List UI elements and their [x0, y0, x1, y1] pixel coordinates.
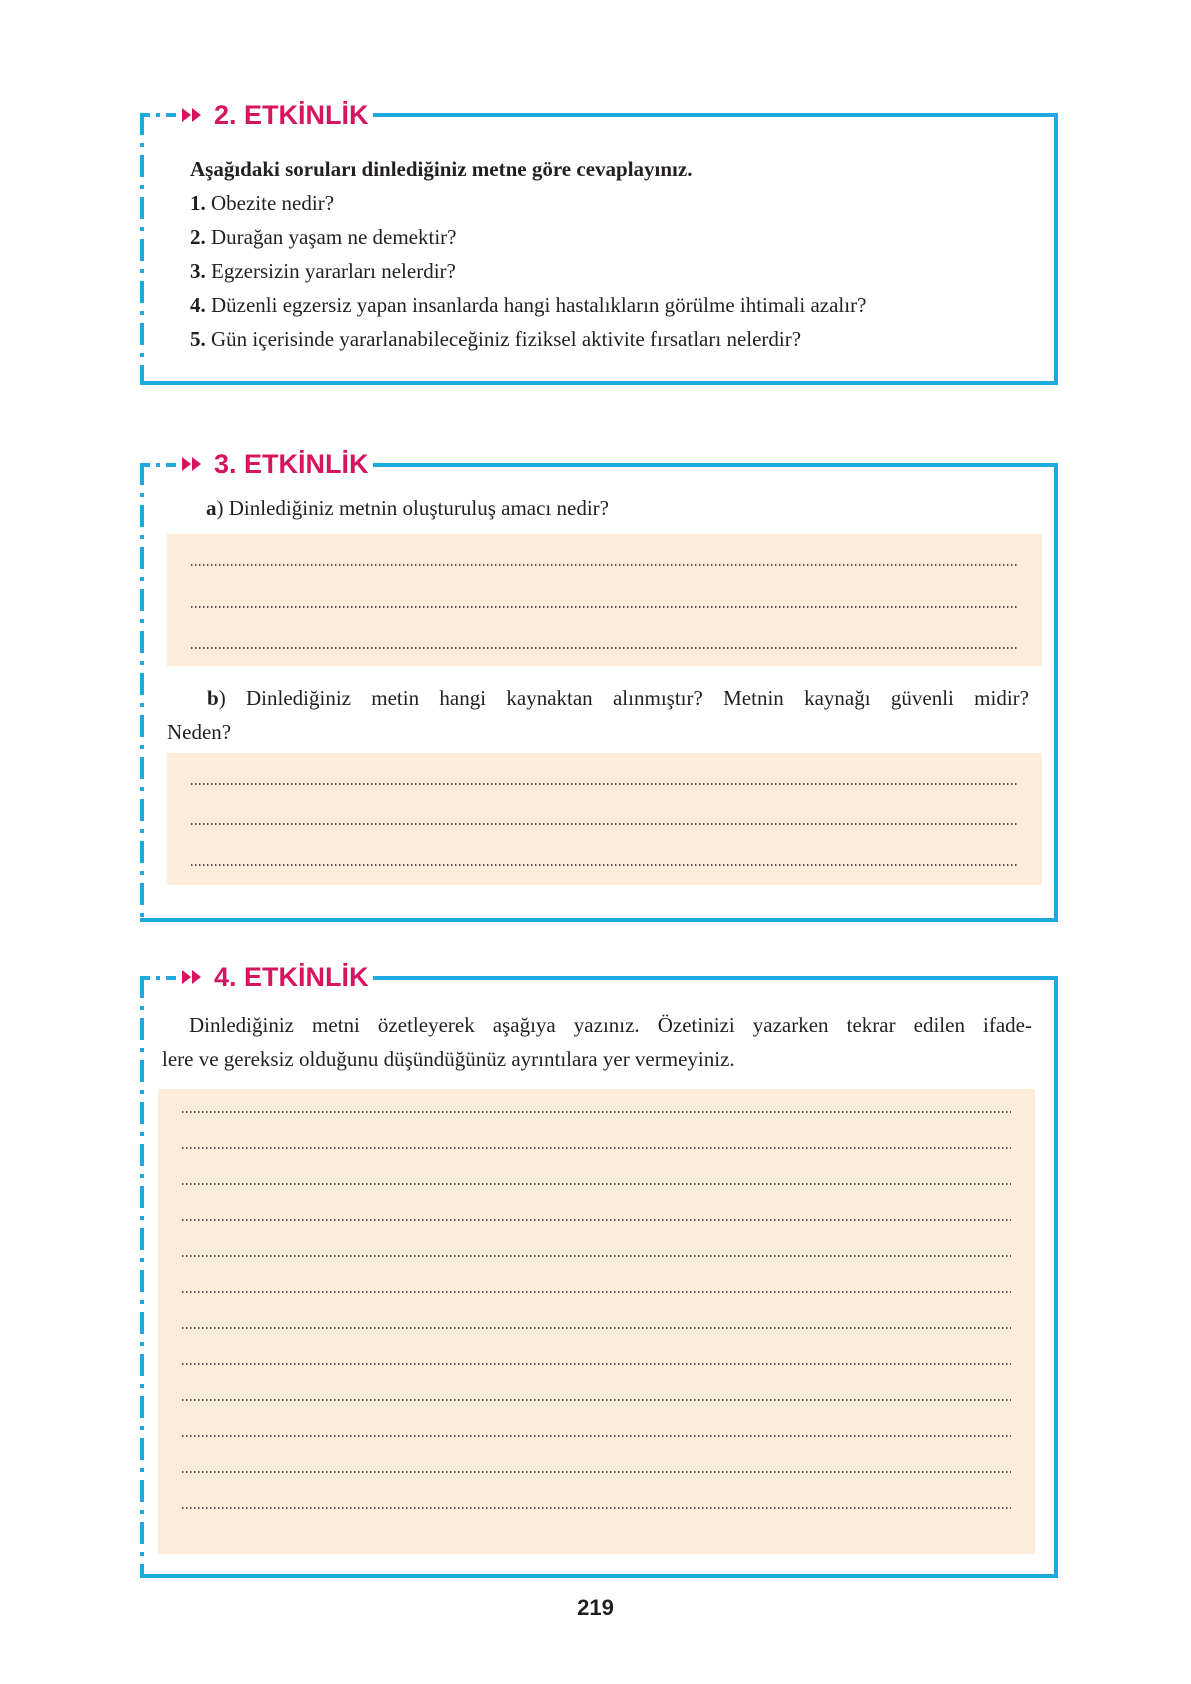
activity-3-part-a: a) Dinlediğiniz metnin oluşturuluş amacı nedir? [206, 496, 609, 520]
activity-2-title-text: 2. ETKİNLİK [214, 100, 369, 130]
double-arrow-icon [182, 106, 204, 124]
activity-2-dashed-bottom [140, 381, 250, 385]
answer-line [191, 823, 1018, 825]
page-number: 219 [577, 1595, 614, 1620]
activity-2-title [182, 98, 373, 132]
answer-line [182, 1255, 1011, 1257]
answer-line [191, 606, 1018, 608]
answer-line [182, 1327, 1011, 1329]
answer-line [182, 1111, 1011, 1113]
question-item: 2. Durağan yaşam ne demektir? [190, 225, 457, 249]
activity-4-dashed-top-marks [140, 976, 180, 980]
activity-3-answer-box-a[interactable] [167, 534, 1042, 666]
activity-3-answer-box-b[interactable] [167, 753, 1042, 885]
answer-line [191, 647, 1018, 649]
activity-2-dashed-top-marks [140, 113, 180, 117]
answer-line [182, 1471, 1011, 1473]
activity-4-answer-box[interactable] [158, 1089, 1035, 1554]
activity-3-part-b-line2: Neden? [167, 720, 232, 744]
answer-line [182, 1435, 1011, 1437]
activity-2-instruction: Aşağıdaki soruları dinlediğiniz metne göre cevaplayınız. [190, 157, 693, 181]
activity-4-instruction-line1: Dinlediğiniz metni özetleyerek aşağıya yazınız. Özetinizi yazarken tekrar edilen ifade- [189, 1013, 1032, 1037]
activity-3-dashed-left [140, 463, 144, 922]
question-item: 1. Obezite nedir? [190, 191, 335, 215]
answer-line [182, 1291, 1011, 1293]
answer-line [182, 1147, 1011, 1149]
activity-2-dashed-left [140, 113, 144, 385]
activity-3-dashed-bottom [140, 918, 250, 922]
answer-line [191, 864, 1018, 866]
activity-4-instruction [162, 1008, 1032, 1076]
activity-3-title-text: 3. ETKİNLİK [214, 449, 369, 479]
activity-3-title [182, 447, 373, 481]
answer-line [182, 1399, 1011, 1401]
activity-4-dashed-left [140, 976, 144, 1578]
double-arrow-icon [182, 968, 204, 986]
answer-line [191, 783, 1018, 785]
answer-line [182, 1363, 1011, 1365]
activity-2-body [190, 152, 1040, 356]
activity-3-part-b: b) Dinlediğiniz metin hangi kaynaktan alınmıştır? Metnin kaynağı güvenli midir? [207, 686, 1029, 710]
answer-line [191, 564, 1018, 566]
answer-line [182, 1219, 1011, 1221]
activity-3-dashed-top-marks [140, 463, 180, 467]
answer-line [182, 1507, 1011, 1509]
activity-4-title-text: 4. ETKİNLİK [214, 962, 369, 992]
answer-line [182, 1183, 1011, 1185]
question-item: 5. Gün içerisinde yararlanabileceğiniz fiziksel aktivite fırsatları nelerdir? [190, 327, 802, 351]
question-item: 4. Düzenli egzersiz yapan insanlarda hangi hastalıkların görülme ihtimali azalır? [190, 293, 867, 317]
activity-4-dashed-bottom [140, 1574, 250, 1578]
activity-4-instruction-line2: lere ve gereksiz olduğunu düşündüğünüz ayrıntılara yer vermeyiniz. [162, 1047, 735, 1071]
activity-4-title [182, 960, 373, 994]
double-arrow-icon [182, 455, 204, 473]
activity-2-question-list [190, 186, 1040, 356]
question-item: 3. Egzersizin yararları nelerdir? [190, 259, 456, 283]
